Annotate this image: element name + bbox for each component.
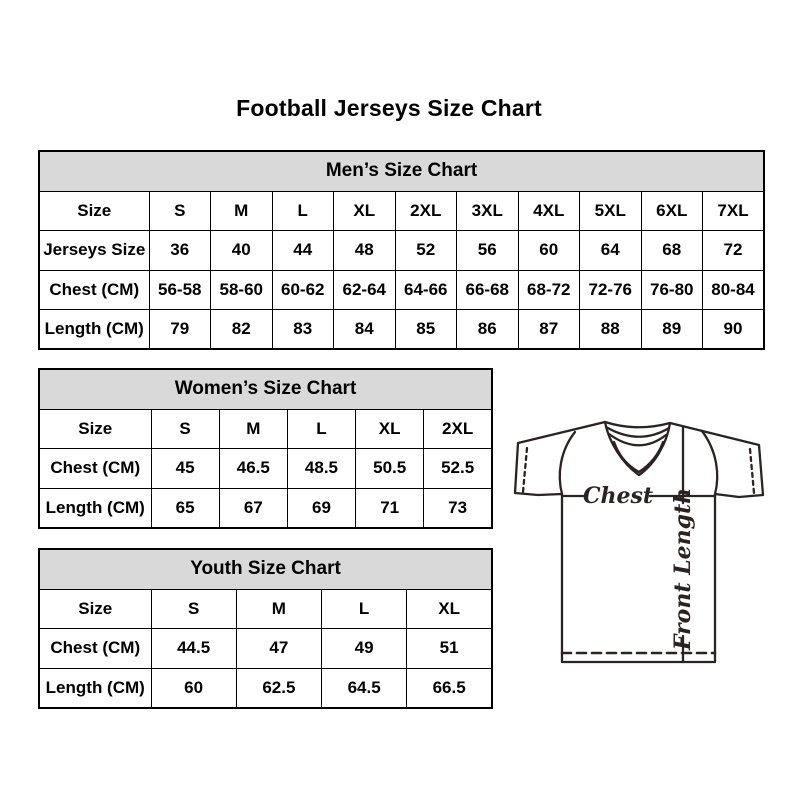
data-cell: 60: [151, 668, 236, 708]
row-label: Length (CM): [39, 488, 151, 528]
data-cell: 86: [457, 310, 519, 350]
data-cell: 73: [424, 488, 492, 528]
data-cell: 62.5: [236, 668, 321, 708]
data-cell: 80-84: [703, 270, 765, 310]
corner-header: Size: [39, 191, 149, 231]
data-cell: 52: [395, 231, 457, 271]
data-cell: 56-58: [149, 270, 211, 310]
jersey-diagram-svg: [503, 415, 773, 670]
data-cell: 47: [236, 629, 321, 669]
data-cell: 68-72: [518, 270, 580, 310]
data-cell: 49: [322, 629, 407, 669]
data-cell: 90: [703, 310, 765, 350]
corner-header: Size: [39, 589, 151, 629]
data-cell: 79: [149, 310, 211, 350]
data-cell: 71: [356, 488, 424, 528]
data-cell: 64-66: [395, 270, 457, 310]
chest-label: Chest: [582, 483, 654, 509]
row-label: Chest (CM): [39, 270, 149, 310]
data-cell: 68: [641, 231, 703, 271]
row-label: Length (CM): [39, 310, 149, 350]
data-cell: 44: [272, 231, 334, 271]
data-cell: 89: [641, 310, 703, 350]
column-header: M: [219, 409, 287, 449]
column-header: 2XL: [424, 409, 492, 449]
column-header: XL: [407, 589, 492, 629]
data-cell: 46.5: [219, 449, 287, 489]
jersey-outline: [515, 422, 763, 662]
data-cell: 40: [211, 231, 273, 271]
data-cell: 69: [287, 488, 355, 528]
table-title: Youth Size Chart: [39, 549, 492, 589]
data-cell: 60: [518, 231, 580, 271]
data-cell: 82: [211, 310, 273, 350]
column-header: S: [151, 589, 236, 629]
data-cell: 48.5: [287, 449, 355, 489]
data-cell: 51: [407, 629, 492, 669]
data-cell: 64.5: [322, 668, 407, 708]
column-header: 7XL: [703, 191, 765, 231]
column-header: M: [211, 191, 273, 231]
data-cell: 88: [580, 310, 642, 350]
corner-header: Size: [39, 409, 151, 449]
data-cell: 85: [395, 310, 457, 350]
mens-size-chart-table: [38, 150, 765, 350]
data-cell: 36: [149, 231, 211, 271]
column-header: L: [272, 191, 334, 231]
womens-size-chart-table: [38, 368, 493, 529]
data-cell: 56: [457, 231, 519, 271]
column-header: M: [236, 589, 321, 629]
column-header: 6XL: [641, 191, 703, 231]
table-title: Women’s Size Chart: [39, 369, 492, 409]
data-cell: 72: [703, 231, 765, 271]
table-title: Men’s Size Chart: [39, 151, 764, 191]
data-cell: 48: [334, 231, 396, 271]
data-cell: 72-76: [580, 270, 642, 310]
row-label: Length (CM): [39, 668, 151, 708]
data-cell: 50.5: [356, 449, 424, 489]
column-header: 5XL: [580, 191, 642, 231]
column-header: L: [322, 589, 407, 629]
youth-size-chart-table: [38, 548, 493, 709]
data-cell: 60-62: [272, 270, 334, 310]
data-cell: 76-80: [641, 270, 703, 310]
data-cell: 52.5: [424, 449, 492, 489]
data-cell: 87: [518, 310, 580, 350]
column-header: S: [151, 409, 219, 449]
page-title: Football Jerseys Size Chart: [236, 95, 542, 121]
front-length-label: Front Length: [670, 487, 696, 651]
column-header: XL: [356, 409, 424, 449]
column-header: L: [287, 409, 355, 449]
data-cell: 83: [272, 310, 334, 350]
data-cell: 45: [151, 449, 219, 489]
data-cell: 66.5: [407, 668, 492, 708]
data-cell: 84: [334, 310, 396, 350]
data-cell: 67: [219, 488, 287, 528]
row-label: Chest (CM): [39, 449, 151, 489]
data-cell: 62-64: [334, 270, 396, 310]
column-header: 3XL: [457, 191, 519, 231]
column-header: 4XL: [518, 191, 580, 231]
data-cell: 44.5: [151, 629, 236, 669]
data-cell: 64: [580, 231, 642, 271]
data-cell: 66-68: [457, 270, 519, 310]
row-label: Chest (CM): [39, 629, 151, 669]
data-cell: 65: [151, 488, 219, 528]
column-header: 2XL: [395, 191, 457, 231]
column-header: S: [149, 191, 211, 231]
data-cell: 58-60: [211, 270, 273, 310]
column-header: XL: [334, 191, 396, 231]
jersey-measurement-diagram: [503, 415, 773, 670]
row-label: Jerseys Size: [39, 231, 149, 271]
